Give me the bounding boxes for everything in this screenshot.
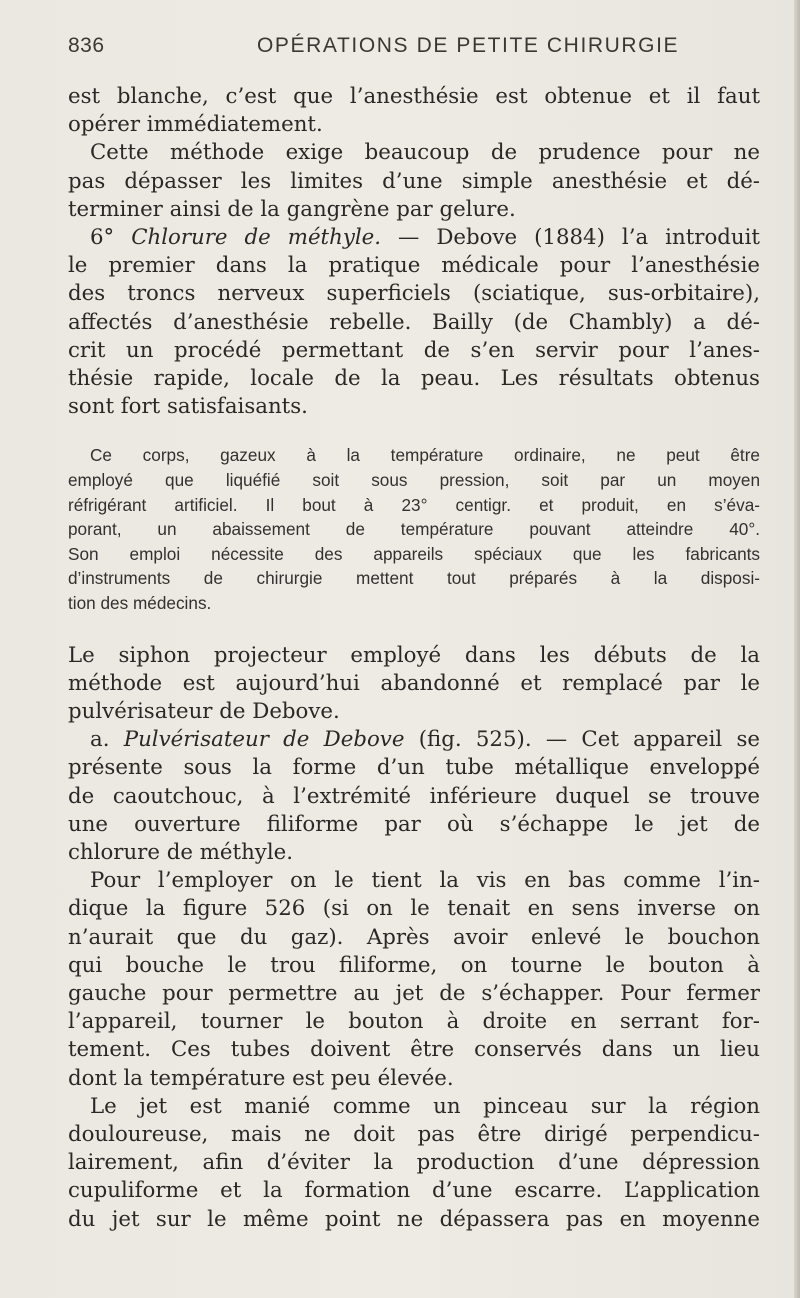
note-line: tion des médecins. <box>68 593 212 613</box>
text-line: Pour l’employer on le tient la vis en bas comme l’in- <box>90 868 760 894</box>
paragraph-siphon <box>68 642 760 727</box>
paragraph-jet <box>68 1093 760 1234</box>
text-line: cupuliforme et la formation d’une escarre. L’application <box>68 1178 760 1204</box>
note-line: Son emploi nécessite des appareils spéciaux que les fabricants <box>68 543 760 564</box>
paragraph-chlorure-methyle <box>68 224 760 421</box>
section-title-rest: — Debove (1884) l’a introduit <box>381 225 760 251</box>
text-line: Cette méthode exige beaucoup de prudence pour ne <box>90 140 760 166</box>
text-line: dique la figure 526 (si on le tenait en sens inverse on <box>68 896 760 922</box>
subsection-letter: a. <box>90 727 124 753</box>
page-header <box>68 30 758 70</box>
note-line: porant, un abaissement de température pouvant atteindre 40°. <box>68 519 760 540</box>
page-number: 836 <box>68 34 105 57</box>
text-line: pulvérisateur de Debove. <box>68 699 340 724</box>
subsection-title-rest: (fig. 525). — Cet appareil se <box>404 727 760 753</box>
paragraph-prudence <box>68 139 760 224</box>
text-line: chlorure de méthyle. <box>68 840 294 866</box>
text-line: opérer immédiatement. <box>68 112 323 138</box>
text-line: une ouverture filiforme par où s’échappe le jet de <box>68 811 760 837</box>
subsection-title: Pulvérisateur de Debove <box>123 727 405 753</box>
section-title: Chlorure de méthyle. <box>131 225 382 251</box>
note-line: réfrigérant artificiel. Il bout à 23° centigr. et produit, en s’éva- <box>68 494 760 515</box>
running-title: OPÉRATIONS DE PETITE CHIRURGIE <box>257 34 680 57</box>
note-small-print <box>68 443 760 615</box>
text-line: Le siphon projecteur employé dans les débuts de la <box>68 642 760 668</box>
text-line: est blanche, c’est que l’anesthésie est obtenue et il faut <box>68 84 760 109</box>
text-line: gauche pour permettre au jet de s’échapper. Pour fermer <box>68 981 760 1007</box>
text-line: de caoutchouc, à l’extrémité inférieure duquel se trouve <box>68 783 760 809</box>
text-line: du jet sur le même point ne dépassera pas en moyenne <box>68 1206 760 1232</box>
text-line: affectés d’anesthésie rebelle. Bailly (de Chambly) a dé- <box>68 309 760 335</box>
text-line: pas dépasser les limites d’une simple anesthésie et dé- <box>68 168 760 194</box>
paragraph-employ <box>68 867 760 1093</box>
body-text <box>68 83 760 1234</box>
text-line: dont la température est peu élevée. <box>68 1065 454 1091</box>
text-line: n’aurait que du gaz). Après avoir enlevé le bouchon <box>68 924 760 950</box>
page-edge-shadow <box>794 0 800 1298</box>
note-line: employé que liquéfié soit sous pression, soit par un moyen <box>68 470 760 491</box>
text-line: qui bouche le trou filiforme, on tourne le bouton à <box>68 952 760 978</box>
paragraph-anesthesia-result <box>68 83 760 139</box>
text-line: tement. Ces tubes doivent être conservés dans un lieu <box>68 1037 760 1063</box>
text-line: Le jet est manié comme un pinceau sur la région <box>90 1093 760 1119</box>
text-line: présente sous la forme d’un tube métallique enveloppé <box>68 755 760 781</box>
text-line: lairement, afin d’éviter la production d’une dépression <box>68 1150 760 1176</box>
note-line: d’instruments de chirurgie mettent tout préparés à la disposi- <box>68 568 760 589</box>
text-line: le premier dans la pratique médicale pour l’anesthésie <box>68 253 760 279</box>
text-line: terminer ainsi de la gangrène par gelure. <box>68 196 516 222</box>
text-line: sont fort satisfaisants. <box>68 394 308 420</box>
text-line: crit un procédé permettant de s’en servir pour l’anes- <box>68 337 760 363</box>
text-line: l’appareil, tourner le bouton à droite en serrant for- <box>68 1009 760 1035</box>
text-line: thésie rapide, locale de la peau. Les résultats obtenus <box>68 366 760 392</box>
text-line: des troncs nerveux superficiels (sciatique, sus-orbitaire), <box>68 281 760 307</box>
paragraph-pulverisateur <box>68 726 760 867</box>
text-line: méthode est aujourd’hui abandonné et remplacé par le <box>68 670 760 696</box>
section-number: 6° <box>90 225 132 251</box>
text-line: douloureuse, mais ne doit pas être dirigé perpendicu- <box>68 1122 760 1148</box>
text-line <box>68 726 760 754</box>
text-line <box>68 224 760 252</box>
note-line: Ce corps, gazeux à la température ordinaire, ne peut être <box>90 445 760 466</box>
